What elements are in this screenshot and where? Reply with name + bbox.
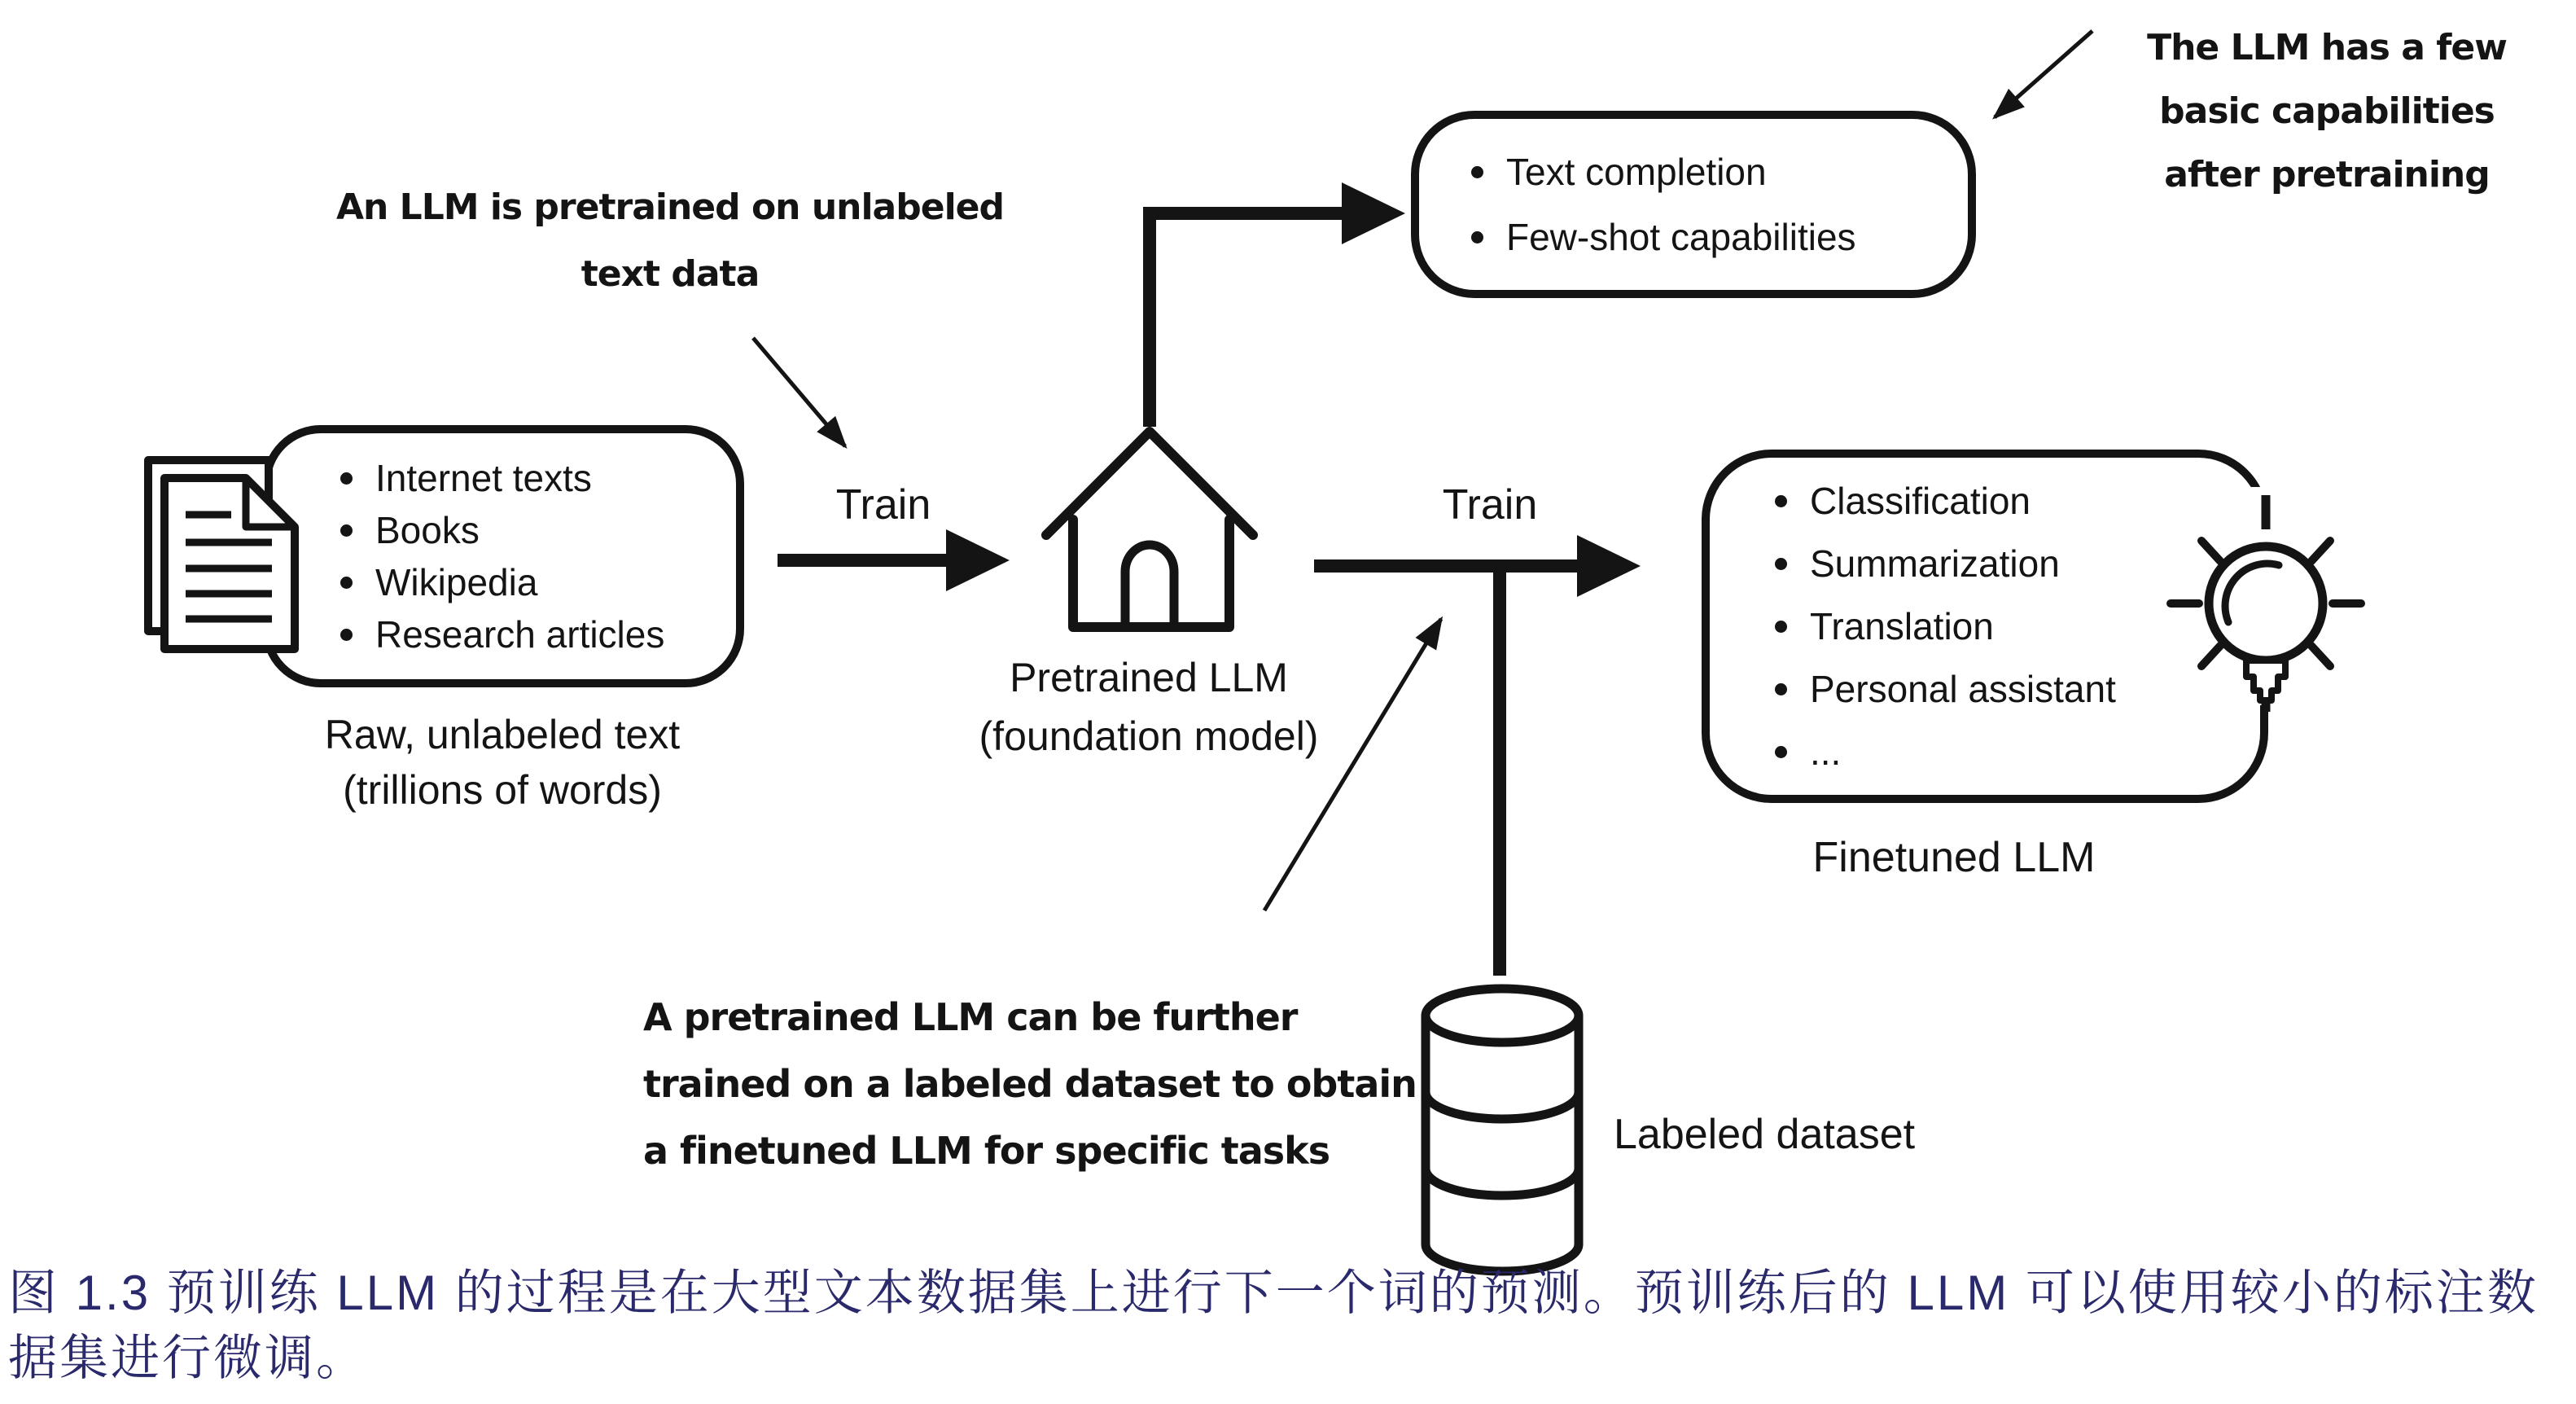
train-arrow-2 — [1314, 535, 1641, 597]
pretrained-llm-label — [905, 648, 1393, 766]
train-arrow-1 — [778, 529, 1010, 591]
raw-text-item: Internet texts — [375, 457, 592, 499]
figure-caption — [8, 1261, 2573, 1391]
raw-text-caption-line2: (trillions of words) — [343, 767, 662, 813]
database-icon — [1426, 989, 1579, 1271]
raw-text-item: Books — [375, 509, 480, 551]
capabilities-annotation-line3: after pretraining — [2164, 154, 2490, 195]
house-icon — [1046, 432, 1253, 627]
train-label-1: Train — [835, 481, 931, 529]
task-item: ... — [1810, 731, 1842, 773]
capabilities-annotation-line1: The LLM has a few — [2147, 27, 2507, 68]
task-item: Summarization — [1810, 542, 2060, 585]
finetune-annotation-line1: A pretrained LLM can be further — [643, 995, 1298, 1039]
capability-item: Few-shot capabilities — [1506, 216, 1856, 258]
train-label-2: Train — [1442, 481, 1538, 529]
pretrain-annotation — [304, 174, 1036, 308]
capabilities-annotation-arrow — [1995, 31, 2092, 117]
capabilities-annotation-line2: basic capabilities — [2159, 90, 2495, 132]
lightbulb-icon — [2171, 487, 2361, 712]
pretrained-to-capabilities-arrow — [1150, 182, 1405, 427]
figure-caption-line2: 据集进行微调。 — [8, 1331, 367, 1385]
raw-text-caption — [258, 707, 747, 818]
document-stack-icon — [148, 460, 295, 649]
task-item: Classification — [1810, 480, 2031, 522]
labeled-dataset-label: Labeled dataset — [1614, 1111, 1916, 1158]
task-item: Translation — [1810, 605, 1994, 647]
finetune-annotation — [643, 984, 1417, 1184]
raw-text-caption-line1: Raw, unlabeled text — [324, 712, 681, 757]
raw-text-item: Wikipedia — [375, 561, 538, 603]
pretrain-annotation-arrow — [753, 338, 845, 446]
capabilities-annotation — [2083, 16, 2571, 207]
finetune-annotation-line3: a finetuned LLM for specific tasks — [643, 1129, 1330, 1173]
pretrained-llm-label-line1: Pretrained LLM — [1010, 655, 1288, 700]
raw-text-item: Research articles — [375, 613, 665, 656]
task-item: Personal assistant — [1810, 668, 2116, 710]
pretrain-annotation-line1: An LLM is pretrained on unlabeled — [335, 186, 1005, 228]
pretrain-annotation-line2: text data — [580, 253, 760, 295]
pretrained-llm-label-line2: (foundation model) — [979, 713, 1319, 759]
capability-item: Text completion — [1506, 151, 1767, 193]
figure-caption-line1: 图 1.3 预训练 LLM 的过程是在大型文本数据集上进行下一个词的预测。预训练后的 LLM 可以使用较小的标注数 — [8, 1266, 2539, 1320]
finetuned-llm-label: Finetuned LLM — [1812, 834, 2096, 881]
finetune-annotation-line2: trained on a labeled dataset to obtain — [643, 1062, 1417, 1106]
